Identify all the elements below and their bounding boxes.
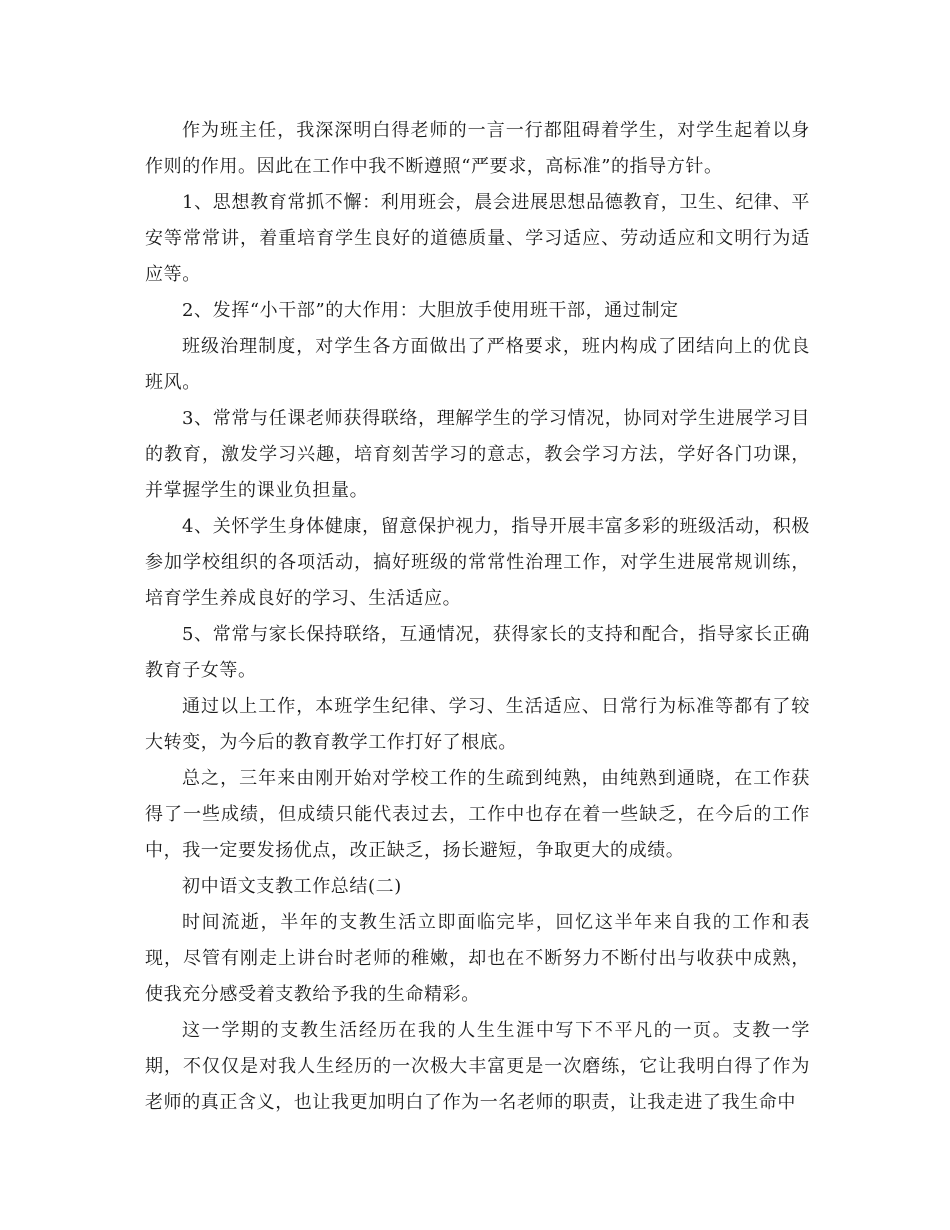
paragraph: 作为班主任，我深深明白得老师的一言一行都阻碍着学生，对学生起着以身作则的作用。因此在工作中我不断遵照“严要求，高标准”的指导方针。: [145, 120, 810, 177]
paragraph: 5、常常与家长保持联络，互通情况，获得家长的支持和配合，指导家长正确教育子女等。: [145, 624, 810, 681]
paragraph: 总之，三年来由刚开始对学校工作的生疏到纯熟，由纯熟到通晓，在工作获得了一些成绩，但成绩只能代表过去，工作中也存在着一些缺乏，在今后的工作中，我一定要发扬优点，改正缺乏，扬长避短，争取更大的成绩。: [145, 768, 810, 861]
paragraph: 班级治理制度，对学生各方面做出了严格要求，班内构成了团结向上的优良班风。: [145, 336, 810, 393]
paragraph: 这一学期的支教生活经历在我的人生生涯中写下不平凡的一页。支教一学期，不仅仅是对我人生经历的一次极大丰富更是一次磨练，它让我明白得了作为老师的真正含义，也让我更加明白了作为一名老师的职责，让我走进了我生命中: [145, 1020, 810, 1113]
paragraph: 通过以上工作，本班学生纪律、学习、生活适应、日常行为标准等都有了较大转变，为今后的教育教学工作打好了根底。: [145, 696, 810, 753]
paragraph: 3、常常与任课老师获得联络，理解学生的学习情况，协同对学生进展学习目的教育，激发学习兴趣，培育刻苦学习的意志，教会学习方法，学好各门功课，并掌握学生的课业负担量。: [145, 408, 810, 501]
paragraph: 4、关怀学生身体健康，留意保护视力，指导开展丰富多彩的班级活动，积极参加学校组织的各项活动，搞好班级的常常性治理工作，对学生进展常规训练，培育学生养成良好的学习、生活适应。: [145, 516, 810, 609]
paragraph: 2、发挥“小干部”的大作用：大胆放手使用班干部，通过制定: [182, 300, 679, 321]
document-body: [145, 113, 810, 1121]
section-heading: 初中语文支教工作总结(二): [182, 876, 402, 897]
paragraph: 1、思想教育常抓不懈：利用班会，晨会进展思想品德教育，卫生、纪律、平安等常常讲，着重培育学生良好的道德质量、学习适应、劳动适应和文明行为适应等。: [145, 192, 810, 285]
paragraph: 时间流逝，半年的支教生活立即面临完毕，回忆这半年来自我的工作和表现，尽管有刚走上讲台时老师的稚嫩，却也在不断努力不断付出与收获中成熟，使我充分感受着支教给予我的生命精彩。: [145, 912, 810, 1005]
